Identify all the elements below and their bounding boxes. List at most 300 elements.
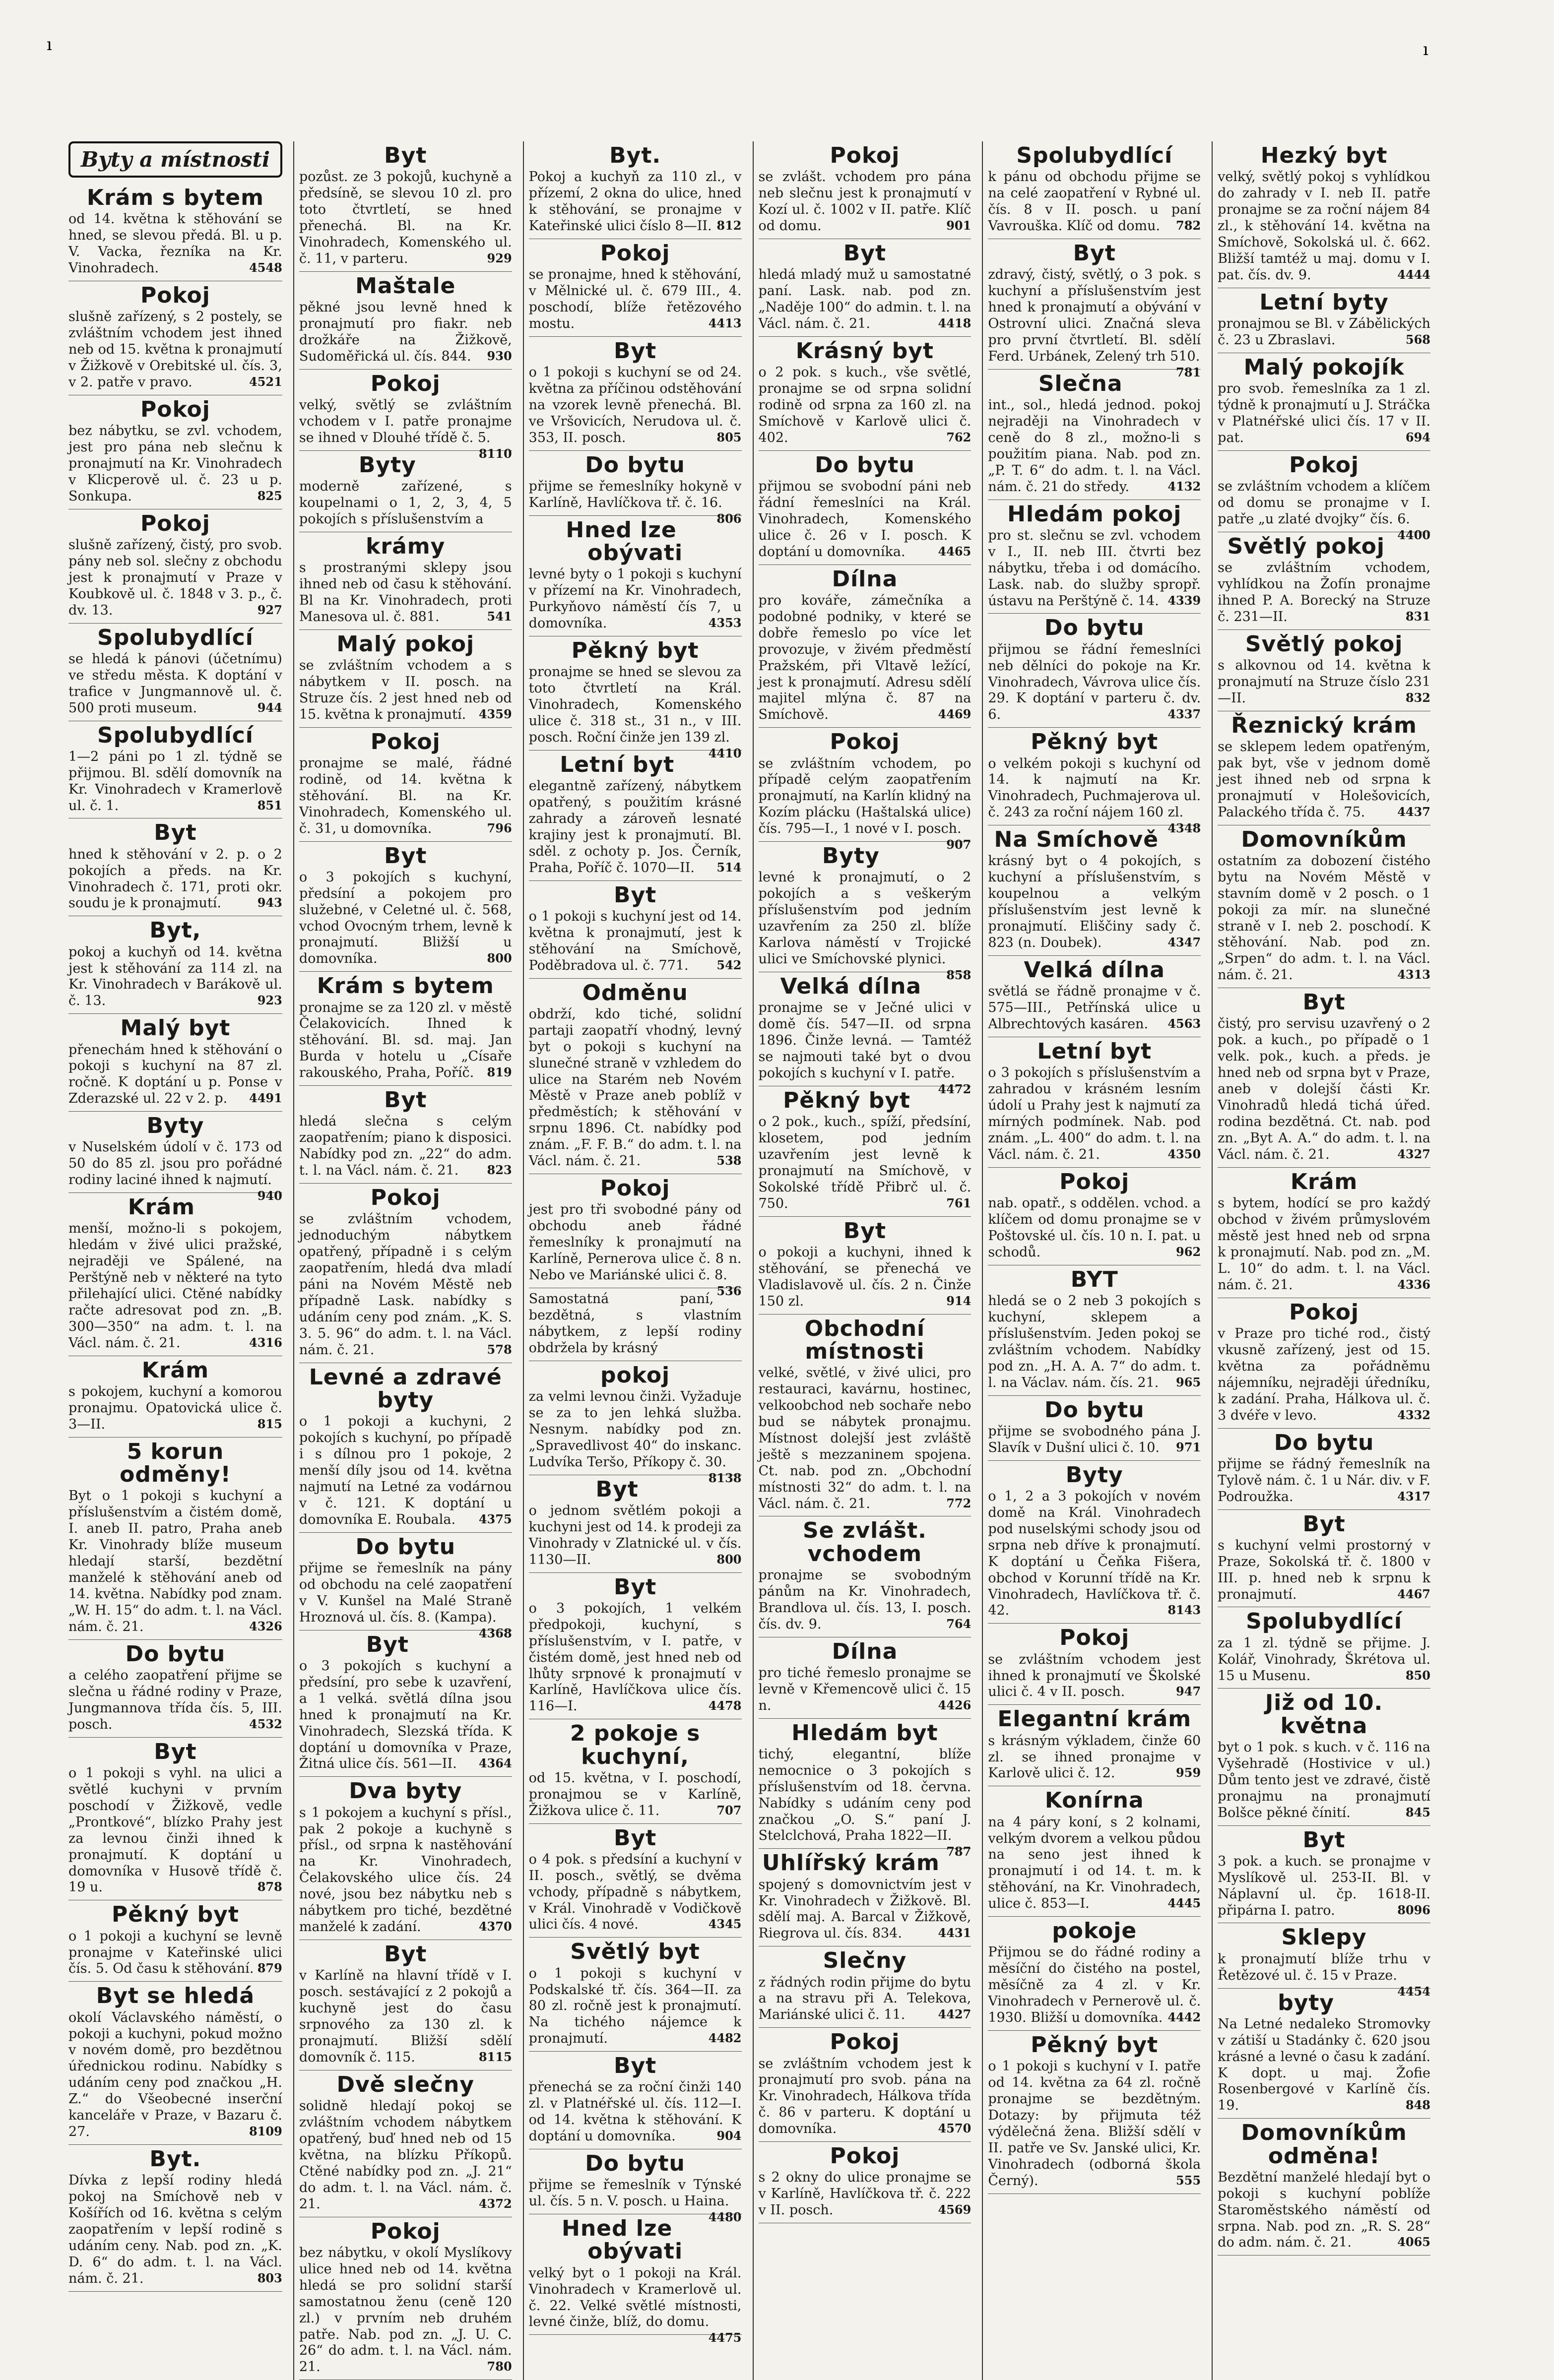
ad-heading: Velká dílna: [780, 974, 922, 999]
ad-number: 4316: [249, 1335, 282, 1350]
classified-ad: [988, 728, 1201, 836]
ad-heading: BYT: [1070, 1266, 1118, 1292]
ad-text: Pokoj a kuchyň za 110 zl., v přízemí, 2 okna do ulice, hned k stěhování, se pronajme v Kateřinské ulici číslo 8—II. 812: [528, 169, 742, 234]
classified-ad: [988, 141, 1201, 239]
ad-number: 4454: [1397, 1984, 1430, 1999]
classified-ad: [529, 881, 742, 979]
ad-number: 4480: [708, 2210, 742, 2225]
ad-number: 4065: [1397, 2235, 1430, 2250]
classified-ad: [988, 1265, 1201, 1396]
ad-text: pronajme se hned se slevou za toto čtvrtletí na Král. Vinohradech, Komenského ulice č. 318 st., 31 n., v III. posch. Roční činže jen 139 zl. 4410: [528, 664, 742, 760]
ad-text: pronajme se malé, řádné rodině, od 14. května k stěhování. Bl. na Kr. Vinohradech, Komenského ul. č. 31, u domovníka. 796: [299, 755, 512, 836]
ad-number: 578: [487, 1342, 512, 1357]
ad-text: a celého zaopatření přijme se slečna u řádné rodiny v Praze, Jungmannova třída čís. 5, III. posch. 4532: [68, 1667, 282, 1732]
classified-ad: [299, 2070, 512, 2217]
classified-ad: [1218, 532, 1430, 630]
ad-heading: Byt: [613, 882, 657, 908]
classified-ad: [529, 1938, 742, 2052]
classified-ad: [529, 516, 742, 636]
ad-heading: Na Smíchově: [994, 827, 1159, 853]
ad-text: slušně zařízený, s 2 postely, se zvláštním vchodem jest ihned neb od 15. května k pronajmutí v Žižkově v Orebitské ul. čís. 3, v 2. patře v pravo. 4521: [68, 309, 282, 390]
classified-ad: [759, 565, 971, 728]
ad-text: se zvláštním vchodem, po případě celým zaopatřením pronajmutí, na Karlín klidný na Kozím plácku (Haštalská ulice) čís. 795—I., 1 nové v I. posch. 907: [758, 755, 971, 852]
classified-ad: [988, 1917, 1201, 2031]
ad-number: 4327: [1397, 1146, 1430, 1161]
ad-number: 707: [716, 1803, 742, 1817]
ad-heading: Hledám pokoj: [1007, 501, 1182, 527]
ad-text: levné byty o 1 pokoji s kuchyní v přízemí na Kr. Vinohradech, Purkyňovo náměstí čís 7, u domovníka. 4353: [528, 566, 742, 631]
classified-ad: [988, 500, 1201, 614]
column-4: [753, 141, 976, 2380]
ad-number: 536: [716, 1284, 742, 1298]
ad-number: 4348: [1167, 821, 1201, 836]
classified-ad: [299, 370, 512, 461]
classified-ad: [759, 337, 971, 451]
ad-text: pronajme se za 120 zl. v městě Čelakovicích. Ihned k stěhování. Bl. sd. maj. Jan Burda v hotelu u „Císaře rakouského, Praha, Poříč. 819: [299, 1000, 512, 1081]
ad-text: solidně hledají pokoj se zvláštním vchodem nábytkem opatřený, buď hned neb od 15 května, na blízku Příkopů. Ctěné nabídky pod zn. „J. 21“ do adm. t. l. na Václ. nám. č. 21. 4372: [299, 2098, 512, 2212]
ad-text: přijme se řemeslníky hokyně v Karlíně, Havlíčkova tř. č. 16. 806: [528, 478, 742, 526]
ad-number: 541: [487, 609, 512, 624]
ad-heading: Byt: [384, 1942, 427, 1967]
ad-text: pro st. slečnu se zvl. vchodem v I., II. neb III. čtvrti bez nábytku, třeba i od domácího. Lask. nab. do služby spropř. ústavu na Perštýně č. 14. 4339: [988, 527, 1201, 609]
classified-ad: [1218, 451, 1430, 542]
ad-number: 929: [487, 251, 512, 265]
ad-number: 4317: [1397, 1489, 1430, 1503]
column-2: [293, 141, 517, 2380]
ad-number: 4368: [478, 1626, 512, 1640]
ad-heading: Pokoj: [140, 282, 210, 308]
ad-number: 944: [257, 700, 282, 715]
classified-ad: [988, 1786, 1201, 1917]
ad-text: k pronajmutí blíže trhu v Řetězové ul. č. 15 v Praze. 4454: [1218, 1951, 1430, 1999]
ad-text: hned k stěhování v 2. p. o 2 pokojích a předs. na Kr. Vinohradech č. 171, proti okr. soudu je k pronajmutí. 943: [68, 846, 282, 911]
classified-ad: [299, 630, 512, 728]
ad-heading: Do bytu: [355, 1534, 456, 1560]
ad-number: 8143: [1167, 1603, 1201, 1618]
ad-text: se zvláštním vchodem jest ihned k pronajmutí ve Školské ulici č. 4 v II. posch. 947: [988, 1651, 1201, 1700]
ad-number: 879: [257, 1961, 282, 1976]
ad-text: o 1 pokoji a kuchyní se levně pronajme v Kateřinské ulici čís. 5. Od času k stěhování. 879: [68, 1928, 282, 1977]
classified-ad: [68, 916, 282, 1014]
classified-ad: [68, 1356, 282, 1438]
ad-text: hledá slečna s celým zaopatřením; piano k disposici. Nabídky pod zn. „22“ do adm. t. l. na Václ. nám. č. 21. 823: [299, 1114, 512, 1179]
ad-heading: Letní byt: [560, 752, 675, 777]
ad-text: Na Letné nedaleko Stromovky v zátiší u Stadánky č. 620 jsou krásné a levné o času k zadání. K dopt. u maj. Žofie Rosenbergové v Karlíně čís. 19. 848: [1218, 2016, 1430, 2114]
ad-heading: Slečny: [823, 1948, 907, 1974]
ad-heading: Byt: [1073, 240, 1116, 266]
ad-heading: Pokoj: [830, 2143, 900, 2169]
classified-ad: [299, 1630, 512, 1777]
ad-text: okolí Václavského náměstí, o pokoji a kuchyni, pokud možno v novém domě, pro bezdětnou úřednickou rodinu. Nabídky s udáním ceny pod značkou „H. Z.“ do Všeobecné inserční kanceláře v Praze, v Bazaru č. 27. 8109: [68, 2009, 282, 2140]
ad-text: spojený s domovnictvím jest v Kr. Vinohradech v Žižkově. Bl. sdělí maj. A. Barcal v Žižkově, Riegrova ul. čís. 834. 4431: [758, 1877, 971, 1942]
ad-text: s kuchyní velmi prostorný v Praze, Sokolská tř. č. 1800 v III. p. hned neb k srpnu k pronajmutí. 4467: [1218, 1537, 1430, 1602]
classified-ad: [1218, 1607, 1430, 1689]
ad-number: 4400: [1397, 527, 1430, 542]
ad-heading: Malý pokojík: [1243, 354, 1405, 380]
classified-ad: [529, 141, 742, 239]
ad-heading: Pokoj: [370, 2218, 441, 2244]
ad-heading: Pokoj: [830, 729, 900, 755]
ad-heading: 2 pokoje s kuchyní,: [570, 1721, 701, 1769]
ad-number: 803: [257, 2270, 282, 2285]
classified-ad: [529, 1719, 742, 1823]
ad-text: pozůst. ze 3 pokojů, kuchyně a předsíně, se slevou 10 zl. pro toto čtvrtletí, se hned přenechá. Bl. na Kr. Vinohradech, Komenského ul. č. 11, v parteru. 929: [299, 169, 512, 266]
classified-ad: [759, 1315, 971, 1517]
ad-number: 4336: [1397, 1277, 1430, 1292]
ad-heading: Byt: [154, 1739, 197, 1764]
ad-text: o 3 pokojích s kuchyní, předsíní a pokojem pro služebné, v Celetné ul. č. 568, vchod Ovocným trhem, levně k pronajmutí. Bližší u domovníka. 800: [299, 869, 512, 967]
ad-number: 4337: [1167, 707, 1201, 722]
ad-text: velký, světlý se zvláštním vchodem v I. patře pronajme se ihned v Dlouhé třídě č. 5. 8110: [299, 397, 512, 461]
ad-number: 812: [716, 218, 742, 233]
ad-number: 4465: [938, 544, 971, 559]
classified-ad: [529, 1573, 742, 1720]
page-mark-right: ı: [1423, 40, 1428, 60]
classified-ad: [1218, 988, 1430, 1168]
ad-text: zdravý, čistý, světlý, o 3 pok. s kuchyní a příslušenstvím jest hned k pronajmutí a obývání v Ostrovní ulici. Značná sleva pro první čtvrtletí. Bl. sdělí Ferd. Urbánek, Zelený trh 510. 781: [988, 267, 1201, 379]
ad-number: 850: [1405, 1668, 1430, 1683]
ad-text: s 2 okny do ulice pronajme se v Karlíně, Havlíčkova tř. č. 222 v II. posch. 4569: [758, 2170, 971, 2218]
ad-text: přijme se řemeslník v Týnské ul. čís. 5 n. V. posch. u Haina. 4480: [528, 2177, 742, 2225]
ad-heading: Pokoj: [1059, 1625, 1130, 1651]
ad-heading: Světlý byt: [570, 1939, 700, 1965]
ad-number: 4313: [1397, 967, 1430, 982]
ad-text: od 15. května, v I. poschodí, pronajmou se v Karlíně, Žižkova ulice č. 11. 707: [528, 1770, 742, 1818]
ad-heading: Hned lze obývati: [562, 2216, 683, 2264]
ad-text: z řádných rodin přijme do bytu a na stravu při A. Telekova, Mariánské ulici č. 11. 4427: [758, 1974, 971, 2023]
ad-heading: Sklepy: [1281, 1925, 1367, 1950]
ad-number: 4413: [708, 315, 742, 330]
ad-heading: Pěkný byt: [783, 1087, 910, 1113]
ad-number: 542: [716, 957, 742, 972]
classified-ad: [528, 2149, 742, 2225]
ad-number: 694: [1405, 430, 1430, 444]
ad-heading: Hledám byt: [791, 1720, 938, 1746]
ad-text: ostatním za dobození čistého bytu na Novém Městě v stavním domě v 2 posch. o 1 pokoji za mír. na slunečné straně v I. neb 2. poschodí. K stěhování. Nab. pod zn. „Srpen“ do adm. t. l. na Václ. nám. č. 21. 4313: [1218, 853, 1430, 983]
classified-ad: [299, 842, 512, 972]
ad-text: se sklepem ledem opatřeným, pak byt, vše v jednom domě jest ihned neb od srpna k pronajmutí v Holešovicích, Palackého třída č. 75. 4437: [1218, 739, 1430, 820]
ad-number: 4431: [938, 1926, 971, 1941]
ad-heading: Pokoj: [830, 2029, 900, 2055]
ad-heading: Konírna: [1044, 1788, 1144, 1814]
ad-heading: Pokoj: [600, 1176, 670, 1201]
ad-text: bez nábytku, se zvl. vchodem, jest pro pána neb slečnu k pronajmutí na Kr. Vinohradech v Klicperově ul. č. 23 u p. Sonkupa. 825: [68, 423, 282, 504]
ad-number: 923: [257, 993, 282, 1008]
ad-heading: Byt: [613, 1825, 657, 1851]
ad-number: 4418: [938, 315, 971, 330]
classified-ad: [759, 239, 971, 337]
classified-ad: [299, 532, 512, 630]
classified-ad: [758, 728, 971, 852]
ad-heading: Byt: [613, 338, 657, 364]
ad-number: 780: [487, 2359, 512, 2374]
ad-text: bez nábytku, v okolí Myslíkovy ulice hned neb od 14. května hledá se pro solidní starší samostatnou ženu (ceně 120 zl.) v prvním neb druhém patře. Nab. pod zn. „J. U. C. 26“ do adm. t. l. na Václ. nám. 21. 780: [299, 2245, 512, 2375]
ad-text: byt o 1 pok. s kuch. v č. 116 na Vyšehradě (Hostivice v ul.) Dům tento jest ve zdravé, čistě pronajmu na pronajmutí Bolšce pěkné čínití. 845: [1218, 1739, 1430, 1820]
ad-heading: Byt: [384, 143, 427, 168]
classified-ad: [988, 1168, 1201, 1265]
classified-ad: [1218, 1168, 1430, 1298]
classified-ad: [299, 141, 512, 272]
ad-text: tichý, elegantní, blíže nemocnice o 3 pokojích s příslušenstvím od 18. června. Nabídky s udáním ceny pod značkou „O. S.“ paní J. Stelclchová, Praha 1822—II. 787: [758, 1746, 971, 1859]
ad-text: s bytem, hodící se pro každý obchod v živém průmyslovém městě jest hned neb od srpna k pronajmutí. Nab. pod zn. „M. L. 10“ do adm. t. l. na Václ. nám. č. 21. 4336: [1218, 1195, 1430, 1293]
ad-text: velký byt o 1 pokoji na Král. Vinohradech v Kramerlově ul. č. 22. Velké světlé místnosti, levné činže, blíž, do domu. 4475: [528, 2265, 742, 2345]
column-5: [982, 141, 1206, 2380]
ad-number: 781: [1176, 365, 1201, 379]
ad-text: přijmou se svobodní páni neb řádní řemeslníci na Král. Vinohradech, Komenského ulice č. 26 v I. posch. K doptání u domovníka. 4465: [758, 478, 971, 560]
ad-heading: Dvě slečny: [336, 2071, 475, 2097]
classified-ad: [759, 1849, 971, 1946]
ad-number: 4375: [478, 1511, 512, 1526]
classified-ad: [759, 1086, 971, 1217]
classified-ad: [528, 1361, 742, 1485]
classified-ad: [988, 1461, 1201, 1624]
classified-ad: [988, 825, 1201, 956]
ad-text: menší, možno-li s pokojem, hledám v živé ulici pražské, nejraději ve Spálené, na Perštýně neb v některé na tyto přilehající ulici. Ctěné nabídky račte adresovat pod zn. „B. 300—350“ na adm. t. l. na Václ. nám. č. 21. 4316: [68, 1221, 282, 1351]
ad-number: 4532: [249, 1716, 282, 1731]
ad-number: 8115: [478, 2049, 512, 2064]
ad-text: od 14. května k stěhování se hned, se slevou předá. Bl. u p. V. Vacka, řezníka na Kr. Vinohradech. 4548: [68, 211, 282, 276]
ad-heading: Byt: [613, 1574, 657, 1600]
ad-heading: Spolubydlící: [1246, 1609, 1402, 1634]
ad-text: přenechá se za roční činži 140 zl. v Platnéřské ul. čís. 112—I. od 14. května k stěhování. K doptání u domovníka. 904: [528, 2079, 742, 2144]
ad-text: čistý, pro servisu uzavřený o 2 pok. a kuch., po případě o 1 velk. pok., kuch. a předs. je hned neb od srpna byt v Praze, aneb v dolejší části Kr. Vinohradů hledá tichá úřed. rodina bezdětná. Ct. nab. pod zn. „Byt A. A.“ do adm. t. l. na Václ. nám. č. 21. 4327: [1218, 1016, 1430, 1162]
ad-heading: Pokoj: [830, 143, 900, 168]
classified-ad: [759, 1516, 971, 1637]
classified-ad: [758, 842, 971, 982]
ad-number: 4353: [708, 616, 742, 630]
ad-heading: Velká dílna: [1024, 957, 1165, 983]
ad-heading: Krásný byt: [795, 338, 934, 364]
ad-heading: Pokoj: [370, 1185, 441, 1211]
ad-number: 805: [716, 430, 742, 444]
ad-text: jest pro tři svobodné pány od obchodu aneb řádné řemeslníky k pronajmutí na Karlíně, Pernerova ulice č. 8 n. Nebo ve Mariánské ulici č. 8. 536: [528, 1202, 742, 1298]
ad-text: přijme se řemeslník na pány od obchodu na celé zaopatření v V. Kunšel na Malé Straně Hroznová ul. čís. 8. (Kampa). 4368: [299, 1560, 512, 1640]
classified-ad: [528, 636, 742, 760]
ad-heading: Letní byty: [1259, 289, 1389, 315]
classified-ad: [988, 1037, 1201, 1168]
classified-ad: [1218, 1826, 1430, 1924]
page-mark-left: ı: [47, 35, 52, 55]
ad-heading: Byt: [154, 820, 197, 846]
ad-heading: Byt: [366, 1631, 409, 1657]
column-1: [64, 141, 287, 2380]
classified-ad: [759, 141, 971, 239]
ad-text: pro kováře, zámečníka a podobné podniky, v které se dobře řemeslo po více let provozuje, v živém předměstí Pražském, při Vltavě ležící, jest k pronajmutí. Adresu sdělí majitel mlýna č. 87 na Smíchově. 4469: [758, 592, 971, 723]
ad-number: 904: [716, 2129, 742, 2143]
ad-number: 568: [1405, 332, 1430, 347]
ad-number: 851: [257, 798, 282, 813]
ad-heading: Odměnu: [582, 980, 688, 1005]
classified-ad: [988, 239, 1201, 379]
ad-number: 832: [1405, 690, 1430, 705]
ad-number: 4132: [1167, 479, 1201, 494]
ad-number: 4437: [1397, 804, 1430, 819]
classified-ad: [529, 1288, 742, 1361]
ad-heading: Spolubydlící: [97, 625, 254, 650]
ad-heading: pokoje: [1052, 1918, 1137, 1944]
ad-text: s 1 pokojem a kuchyní s přísl., pak 2 pokoje a kuchyně s přísl., od srpna k nastěhování na Kr. Vinohradech, Čelakovského ulice čís. 24 nové, jsou bez nábytku neb s nábytkem pro tiché, bezdětné manželé k zadání. 4370: [299, 1805, 512, 1935]
ad-heading: Byt,: [149, 918, 201, 943]
classified-ad: [529, 979, 742, 1175]
ad-text: hledá mladý muž u samostatné paní. Lask. nab. pod zn. „Naděje 100“ do admin. t. l. na Václ. nám. č. 21. 4418: [758, 267, 971, 331]
classified-ad: [68, 2145, 282, 2292]
ad-text: o 2 pok. s kuch., vše světlé, pronajme se od srpna solidní rodině od srpna za 160 zl. na Smíchově v Karlově ulici č. 402. 762: [758, 365, 971, 445]
ad-number: 761: [946, 1195, 971, 1210]
ad-heading: Hezký byt: [1260, 143, 1388, 168]
classified-ad: [68, 1014, 282, 1112]
ad-text: krásný byt o 4 pokojích, s kuchyní a příslušenstvím, s koupelnou a velkým příslušenstvím jest levně k pronajmutí. Eliščiny sady č. 823 (n. Doubek). 4347: [988, 853, 1201, 951]
ad-number: 806: [716, 511, 742, 526]
classified-ad: [988, 1705, 1201, 1786]
ad-heading: pokoj: [600, 1362, 670, 1388]
ad-number: 927: [257, 602, 282, 617]
ad-number: 4444: [1397, 267, 1430, 282]
section-title: Byty a místnosti: [68, 141, 282, 178]
ad-heading: Byt: [384, 843, 427, 869]
ad-heading: Se zvlášt. vchodem: [802, 1518, 927, 1566]
ad-heading: Pokoj: [140, 510, 210, 536]
classified-ad: [299, 1363, 512, 1533]
ad-heading: Uhlířský krám: [762, 1850, 940, 1876]
classified-ad: [528, 2214, 742, 2345]
ad-heading: Byt: [1302, 990, 1346, 1015]
ad-heading: Domovníkům odměna!: [1241, 2120, 1407, 2169]
classified-ad: [68, 1738, 282, 1901]
ad-heading: krámy: [366, 533, 446, 559]
ad-number: 962: [1176, 1244, 1201, 1259]
ad-number: 930: [487, 348, 512, 363]
ad-heading: Malý byt: [120, 1015, 231, 1041]
classified-page: [64, 141, 1435, 2375]
ad-heading: Krám s bytem: [86, 185, 264, 210]
ad-text: pronajme se v Ječné ulici v domě čís. 547—II. od srpna 1896. Činže levná. — Tamtéž se najmouti také byt o dvou pokojích s kuchyní v I. patře. 4472: [758, 1000, 971, 1096]
ad-heading: Byt: [595, 1476, 639, 1502]
ad-number: 4372: [478, 2196, 512, 2211]
ad-heading: Byt: [843, 1218, 887, 1244]
ad-number: 772: [946, 1496, 971, 1510]
ad-heading: Slečna: [1038, 371, 1123, 396]
ad-heading: Byt: [384, 1087, 427, 1113]
classified-ad: [1218, 1510, 1430, 1608]
ad-text: 1—2 páni po 1 zl. týdně se přijmou. Bl. sdělí domovník na Kr. Vinohradech v Kramerlově ul. č. 1. 851: [68, 749, 282, 814]
ad-text: pronajme se svobodným pánům na Kr. Vinohradech, Brandlova ul. čís. 13, I. posch. čís. dv. 9. 764: [758, 1567, 971, 1632]
classified-ad: [299, 272, 512, 370]
ad-number: 8109: [249, 2124, 282, 2139]
classified-ad: [299, 1940, 512, 2070]
classified-ad: [759, 1946, 971, 2028]
ad-heading: Hned lze obývati: [566, 517, 683, 565]
ad-text: se zvláštním vchodem, vyhlídkou na Žofín pronajme ihned P. A. Borecký na Struze č. 231—II. 831: [1218, 560, 1430, 625]
ad-heading: Domovníkům: [1241, 826, 1407, 852]
classified-ad: [759, 451, 971, 565]
ad-text: v Karlíně na hlavní třídě v I. posch. sestávající z 2 pokojů a kuchyně jest do času srpnového za 130 zl. k pronajmutí. Bližší sdělí domovník č. 115. 8115: [299, 1968, 512, 2065]
ad-heading: Dílna: [832, 1638, 898, 1664]
ad-number: 825: [257, 488, 282, 503]
classified-ad: [68, 1193, 282, 1356]
ad-number: 4347: [1167, 935, 1201, 950]
ad-text: přijme se řádný řemeslník na Tylově nám. č. 1 u Nár. div. v F. Podroužka. 4317: [1218, 1456, 1430, 1504]
classified-ad: [759, 1637, 971, 1719]
ad-heading: Spolubydlící: [1016, 143, 1173, 168]
ad-number: 538: [716, 1153, 742, 1168]
ad-text: světlá se řádně pronajme v č. 575—III., Petřínská ulice u Albrechtových kasáren. 4563: [988, 984, 1201, 1032]
ad-number: 965: [1176, 1375, 1201, 1389]
ad-number: 4410: [708, 746, 742, 760]
classified-ad: [1218, 353, 1430, 451]
ad-text: se hledá k pánovi (účetnímu) ve středu města. K doptání v trafice v Jungmannově ul. č. 500 proti museum. 944: [68, 651, 282, 716]
classified-ad: [1218, 288, 1430, 353]
classified-ad: [68, 395, 282, 509]
ad-number: 848: [1405, 2098, 1430, 2113]
ad-text: moderně zařízené, s koupelnami o 1, 2, 3, 4, 5 pokojích s příslušenstvím a: [299, 478, 512, 527]
ad-text: s alkovnou od 14. května k pronajmutí na Struze číslo 231—II. 832: [1218, 657, 1430, 706]
ad-text: o 1 pokoji s kuchyní se od 24. května za příčinou odstěhování na vzorek levně přenechá. Bl. ve Vršovicích, Nerudova ul. č. 353, II. posch. 805: [528, 365, 742, 445]
ad-number: 4563: [1167, 1016, 1201, 1031]
ad-number: 4326: [249, 1619, 282, 1633]
ad-text: přenechám hned k stěhování o pokoji s kuchyní na 87 zl. ročně. K doptání u p. Ponse v Zderazské ul. 22 v 2. p. 4491: [68, 1042, 282, 1107]
classified-ad: [988, 956, 1201, 1037]
ad-text: pro tiché řemeslo pronajme se levně v Křemencově ulici č. 15 n. 4426: [758, 1665, 971, 1713]
ad-text: levné k pronajmutí, o 2 pokojích a s veškerým příslušenstvím pod jedním uzavřením za 250 zl. blíže Karlova náměstí v Trojické ulici ve Smíchovské plynici. 858: [758, 870, 971, 982]
ad-heading: byty: [1278, 1990, 1335, 2015]
ad-heading: Pokoj: [1289, 452, 1360, 478]
ad-number: 845: [1405, 1805, 1430, 1819]
ad-heading: Krám s bytem: [317, 973, 494, 999]
classified-ad: [299, 2217, 512, 2380]
ad-number: 4521: [249, 374, 282, 389]
ad-text: pěkné jsou levně hned k pronajmutí pro fiakr. neb drožkáře na Žižkově, Sudoměřická ul. čís. 844. 930: [299, 300, 512, 364]
ad-heading: Pokoj: [140, 396, 210, 422]
ad-number: 800: [487, 951, 512, 966]
ad-number: 4364: [478, 1756, 512, 1771]
ad-heading: Byty: [1065, 1462, 1123, 1488]
ad-number: 764: [946, 1616, 971, 1631]
ad-heading: Byt: [1302, 1827, 1346, 1853]
ad-text: se zvláštním vchodem a klíčem od domu se pronajme v I. patře „u zlaté dvojky“ čís. 6. 4400: [1218, 478, 1430, 542]
ad-text: o 1 pokoji s kuchyní jest od 14. května k pronajmutí, jest k stěhování na Smíchově, Poděbradova ul. č. 771. 542: [528, 908, 742, 973]
classified-ad: [68, 509, 282, 624]
classified-ad: [528, 451, 742, 526]
ad-number: 4548: [249, 260, 282, 275]
ad-heading: Byty: [822, 843, 880, 869]
classified-ad: [68, 1982, 282, 2145]
classified-ad: [1218, 141, 1430, 288]
ad-heading: 5 korun odměny!: [120, 1439, 231, 1488]
ad-text: 3 pok. a kuch. se pronajme v Myslíkově ul. 253-II. Bl. v Náplavní ul. čp. 1618-II. připárna I. patro. 8096: [1218, 1853, 1430, 1918]
ad-number: 4370: [478, 1919, 512, 1934]
ad-number: 762: [946, 430, 971, 444]
ad-heading: Maštale: [355, 273, 456, 299]
classified-ad: [759, 2028, 971, 2142]
ad-heading: Krám: [141, 1357, 209, 1383]
ad-text: pro svob. řemeslníka za 1 zl. týdně k pronajmutí u J. Stráčka v Platnéřské ulici čís. 17 v II. pat. 694: [1218, 381, 1430, 445]
ad-number: 4482: [708, 2031, 742, 2046]
ad-number: 8110: [478, 446, 512, 461]
classified-ad: [299, 972, 512, 1086]
column-3: [523, 141, 747, 2380]
classified-ad: [1218, 1923, 1430, 1999]
classified-ad: [1218, 1429, 1430, 1510]
ad-number: 4491: [249, 1091, 282, 1106]
column-6: [1212, 141, 1435, 2380]
ad-heading: Pokoj: [370, 729, 441, 754]
classified-ad: [529, 751, 742, 881]
ad-number: 4350: [1167, 1146, 1201, 1161]
ad-text: k pánu od obchodu přijme se na celé zaopatření v Rybné ul. čís. 8 v II. posch. u paní Vavrouška. Klíč od domu. 782: [988, 169, 1201, 234]
ad-heading: Byty: [146, 1113, 204, 1139]
ad-number: 555: [1176, 2173, 1201, 2188]
classified-ad: [1218, 825, 1430, 989]
